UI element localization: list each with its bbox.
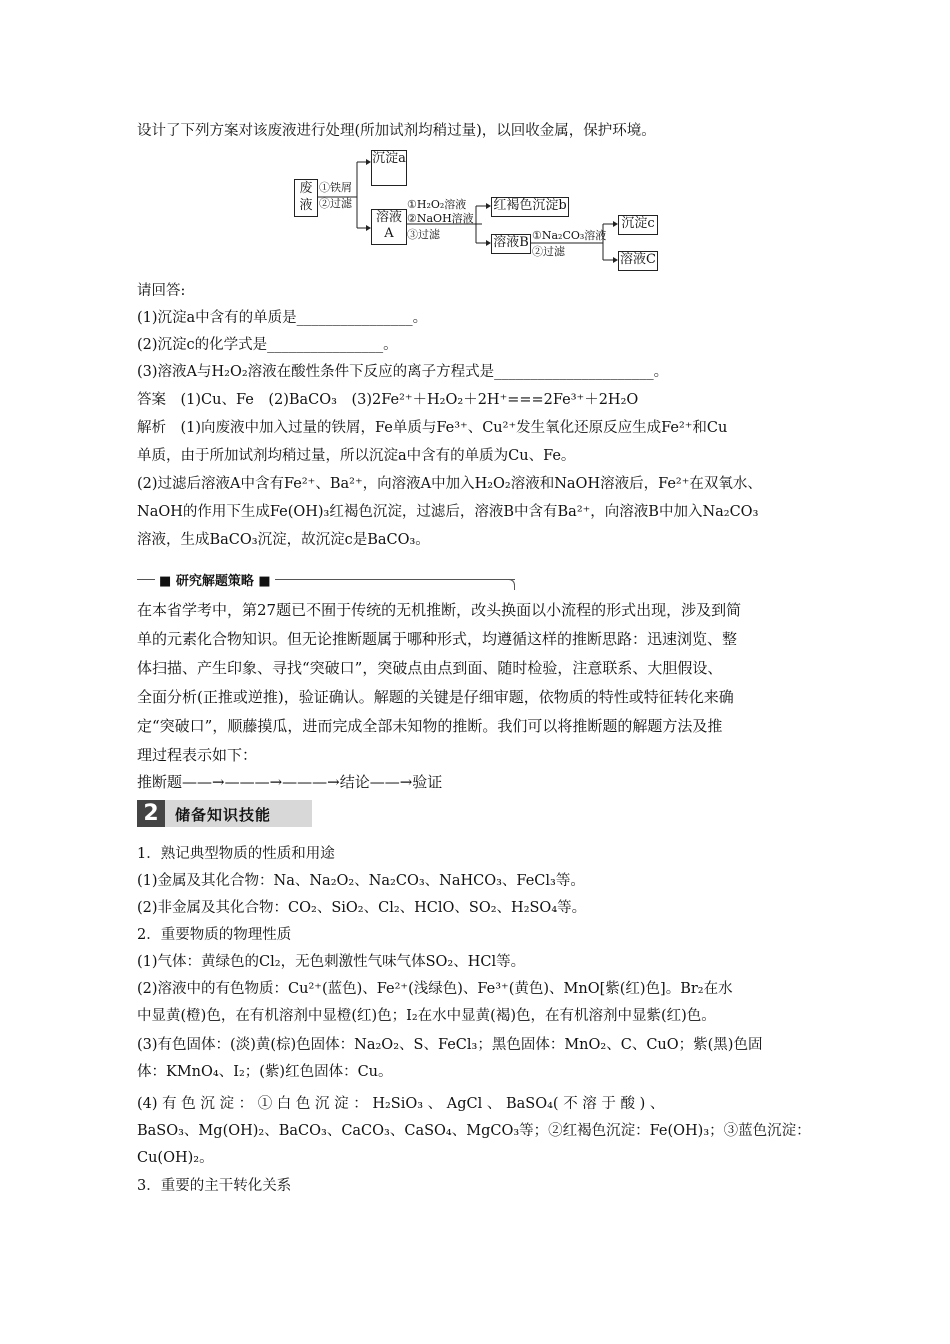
step2-label-1: ①H₂O₂溶液	[407, 198, 467, 211]
analysis-line-1: 解析 (1)向废液中加入过量的铁屑，Fe单质与Fe³⁺、Cu²⁺发生氧化还原反应生成Fe²⁺和Cu	[137, 420, 728, 436]
strategy-title: ■ 研究解题策略 ■	[155, 570, 275, 589]
strategy-line-5: 定“突破口”，顺藤摸瓜，进而完成全部未知物的推断。我们可以将推断题的解题方法及推	[137, 717, 723, 735]
knowledge-line-3: (2)非金属及其化合物：CO₂、SiO₂、Cl₂、HClO、SO₂、H₂SO₄等。	[137, 900, 587, 916]
knowledge-line-10: (4) 有 色 沉 淀 ： ① 白 色 沉 淀 ： H₂SiO₃ 、 AgCl 、 BaSO₄( 不 溶 于 酸 ) 、	[137, 1096, 665, 1112]
analysis-line-3: (2)过滤后溶液A中含有Fe²⁺、Ba²⁺，向溶液A中加入H₂O₂溶液和NaOH溶液后，Fe²⁺在双氧水、	[137, 476, 762, 492]
strategy-line-1: 在本省学考中，第27题已不囿于传统的无机推断，改头换面以小流程的形式出现，涉及到简	[137, 601, 742, 619]
knowledge-line-11: BaSO₃、Mg(OH)₂、BaCO₃、CaCO₃、CaSO₄、MgCO₃等；②红褐色沉淀：Fe(OH)₃；③蓝色沉淀：	[137, 1123, 811, 1139]
knowledge-line-5: (1)气体：黄绿色的Cl₂，无色刺激性气味气体SO₂、HCl等。	[137, 954, 526, 970]
question-3: (3)溶液A与H₂O₂溶液在酸性条件下反应的离子方程式是______________________。	[137, 364, 669, 380]
step1-label-1: ①铁屑	[319, 181, 352, 194]
analysis-line-4: NaOH的作用下生成Fe(OH)₃红褐色沉淀，过滤后，溶液B中含有Ba²⁺，向溶液B中加入Na₂CO₃	[137, 504, 759, 520]
strategy-line-6: 理过程表示如下：	[137, 746, 258, 764]
precipitate-b-box: 红褐色沉淀b	[491, 197, 569, 217]
strategy-line-3: 体扫描、产生印象、寻找“突破口”，突破点由点到面、随时检验，注意联系、大胆假设、	[137, 659, 723, 677]
strategy-line-2: 单的元素化合物知识。但无论推断题属于哪种形式，均遵循这样的推断思路：迅速浏览、整	[137, 630, 738, 648]
knowledge-line-4: 2．重要物质的物理性质	[137, 927, 292, 943]
analysis-line-2: 单质，由于所加试剂均稍过量，所以沉淀a中含有的单质为Cu、Fe。	[137, 448, 576, 464]
section-2-title: 储备知识技能	[175, 806, 272, 824]
knowledge-line-2: (1)金属及其化合物：Na、Na₂O₂、Na₂CO₃、NaHCO₃、FeCl₃等。	[137, 873, 585, 889]
answer-line: 答案 (1)Cu、Fe (2)BaCO₃ (3)2Fe²⁺＋H₂O₂＋2H⁺===2Fe³⁺＋2H₂O	[137, 392, 639, 408]
step3-label-2: ②过滤	[532, 245, 565, 258]
step2-label-2: ②NaOH溶液	[407, 212, 474, 225]
precipitate-c-box: 沉淀c	[618, 215, 658, 235]
question-prompt: 请回答:	[137, 283, 186, 299]
knowledge-line-1: 1．熟记典型物质的性质和用途	[137, 846, 335, 862]
knowledge-line-9: 体：KMnO₄、I₂；(紫)红色固体：Cu。	[137, 1064, 393, 1080]
analysis-line-5: 溶液，生成BaCO₃沉淀，故沉淀c是BaCO₃。	[137, 532, 430, 548]
intro-text: 设计了下列方案对该废液进行处理(所加试剂均稍过量)，以回收金属，保护环境。	[137, 123, 656, 139]
section-2-number: 2	[137, 800, 165, 827]
solution-a-box: 溶液A	[371, 209, 407, 245]
solution-b-box: 溶液B	[491, 234, 531, 254]
strategy-header	[137, 569, 515, 591]
strategy-flow-line: 推断题——→———→———→结论——→验证	[137, 773, 443, 791]
step3-label-1: ①Na₂CO₃溶液	[532, 229, 607, 242]
knowledge-line-13: 3．重要的主干转化关系	[137, 1178, 292, 1194]
step2-label-3: ③过滤	[407, 228, 440, 241]
section-2-header	[137, 800, 312, 827]
knowledge-line-7: 中显黄(橙)色，在有机溶剂中显橙(红)色；I₂在水中显黄(褐)色，在有机溶剂中显紫(红)色。	[137, 1008, 716, 1024]
solution-c-box: 溶液C	[618, 251, 658, 271]
precipitate-a-box: 沉淀a	[371, 150, 407, 186]
knowledge-line-6: (2)溶液中的有色物质：Cu²⁺(蓝色)、Fe²⁺(浅绿色)、Fe³⁺(黄色)、MnO[紫(红)色]。Br₂在水	[137, 981, 733, 997]
step1-label-2: ②过滤	[319, 197, 352, 210]
knowledge-line-12: Cu(OH)₂。	[137, 1150, 214, 1166]
knowledge-line-8: (3)有色固体：(淡)黄(棕)色固体：Na₂O₂、S、FeCl₃；黑色固体：MnO₂、C、CuO；紫(黑)色固	[137, 1037, 763, 1053]
strategy-header-corner	[508, 579, 515, 590]
question-2: (2)沉淀c的化学式是________________。	[137, 337, 398, 353]
strategy-title-text: 研究解题策略	[175, 574, 254, 589]
strategy-line-4: 全面分析(正推或逆推)，验证确认。解题的关键是仔细审题，依物质的特性或特征转化来确	[137, 688, 734, 706]
waste-liquid-box: 废液	[294, 179, 318, 217]
question-1: (1)沉淀a中含有的单质是________________。	[137, 310, 428, 326]
